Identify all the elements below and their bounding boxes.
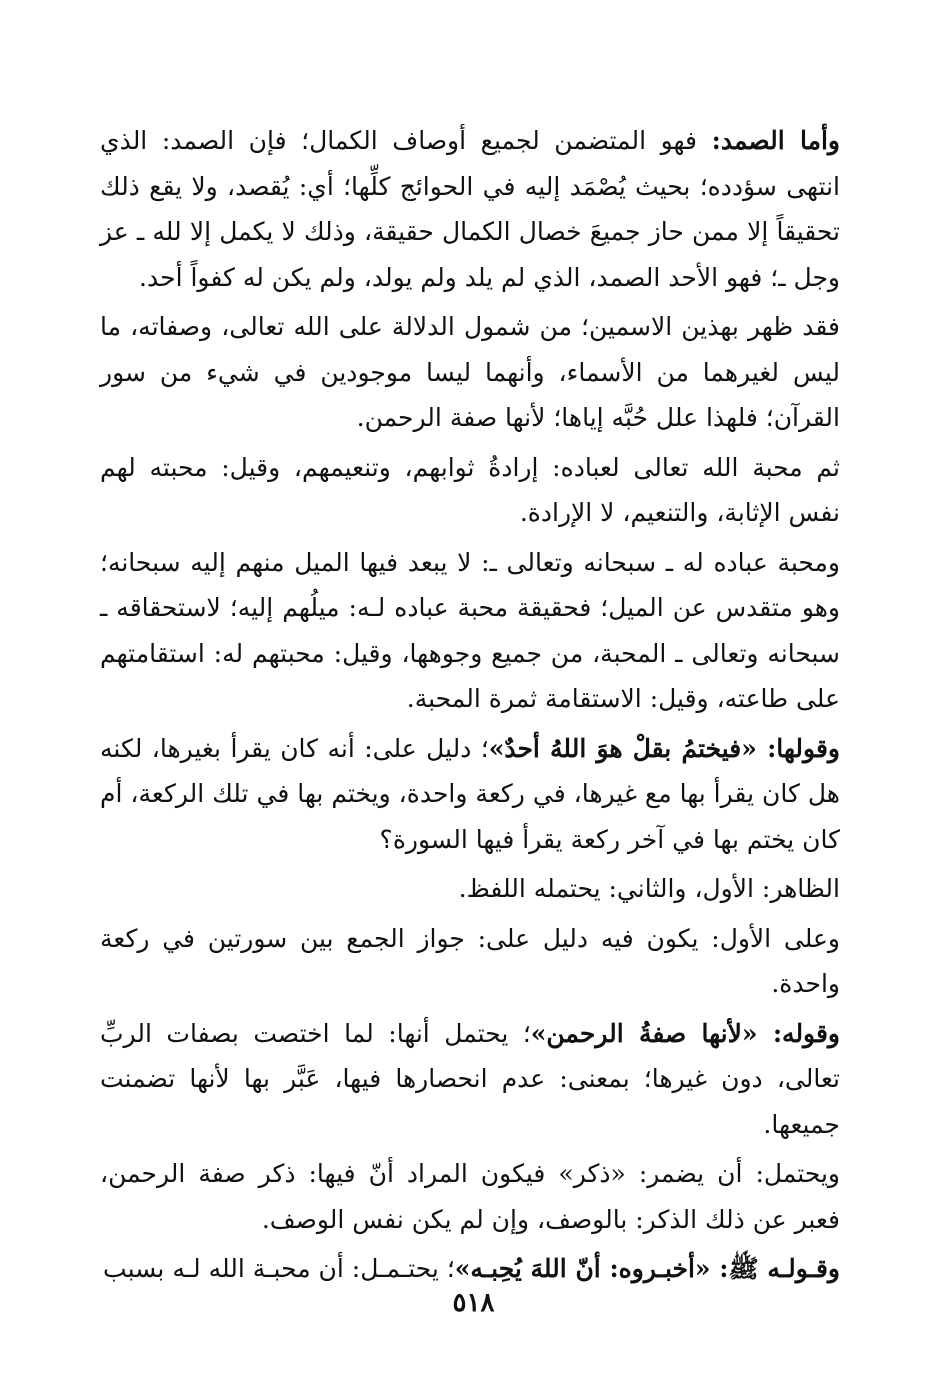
paragraph-text: ومحبة عباده له ـ سبحانه وتعالى ـ: لا يبعد فيها الميل منهم إليه سبحانه؛ وهو متقدس عن الميل؛ فحقيقة محبة عباده لـه: ميلُهم إليه؛ لاستحقاقه ـ سبحانه وتعالى ـ المحبة، من جميع وجوهها، وقيل: محبتهم له: استقامتهم على طاعته، وقيل: الاستقامة ثمرة المحبة. (100, 547, 840, 713)
paragraph-lead: وقـولـه ﷺ: (719, 1254, 840, 1283)
paragraph-text: وعلى الأول: يكون فيه دليل على: جواز الجمع بين سورتين في ركعة واحدة. (100, 923, 840, 998)
paragraph-possibility (100, 1151, 840, 1242)
paragraph-text: الظاهر: الأول، والثاني: يحتمله اللفظ. (458, 874, 840, 903)
hadith-quote: «فيختمُ بقلْ هوَ اللهُ أحدٌ» (488, 733, 768, 763)
paragraph-two-names (100, 304, 840, 441)
paragraph-text: فقد ظهر بهذين الاسمين؛ من شمول الدلالة على الله تعالى، وصفاته، ما ليس لغيرهما من الأسماء، وأنهما ليسا موجودين في شيء من سور القرآن؛ فلهذا علل حُبَّه إياها؛ لأنها صفة الرحمن. (100, 312, 840, 432)
paragraph-her-saying (100, 726, 840, 863)
paragraph-servants-love (100, 540, 840, 722)
paragraph-first-view (100, 916, 840, 1007)
paragraph-allah-love (100, 445, 840, 536)
paragraph-text: ؛ يحتمل أنها: لما اختصت بصفات الربِّ تعالى، دون غيرها؛ بمعنى: عدم انحصارها فيها، عَبَّر بها لأنها تضمنت جميعها. (100, 1018, 840, 1139)
paragraph-text: ثم محبة الله تعالى لعباده: إرادةُ ثوابهم، وتنعيمهم، وقيل: محبته لهم نفس الإثابة، والتنعيم، لا الإرادة. (100, 452, 840, 527)
paragraph-text: فهو المتضمن لجميع أوصاف الكمال؛ فإن الصمد: الذي انتهى سؤدده؛ بحيث يُصْمَد إليه في الحوائج كلِّها؛ أي: يُقصد، ولا يقع ذلك تحقيقاً إلا ممن حاز جميعَ خصال الكمال حقيقة، وذلك لا يكمل إلا لله ـ عز وجل ـ؛ فهو الأحد الصمد، الذي لم يلد ولم يولد، ولم يكن له كفواً أحد. (100, 126, 840, 292)
page-number: ٥١٨ (452, 1288, 495, 1318)
paragraph-lead: وأما الصمد: (711, 126, 841, 155)
paragraph-samad (100, 118, 840, 300)
hadith-quote: «لأنها صفةُ الرحمن» (530, 1018, 773, 1048)
paragraph-text: ؛ دليل على: أنه كان يقرأ بغيرها، لكنه هل كان يقرأ بها مع غيرها، في ركعة واحدة، ويختم بها في تلك الركعة، أم كان يختم بها في آخر ركعة يقرأ فيها السورة؟ (100, 733, 840, 854)
paragraph-text: ويحتمل: أن يضمر: «ذكر» فيكون المراد أنّ فيها: ذكر صفة الرحمن، فعبر عن ذلك الذكر: بالوصف، وإن لم يكن نفس الوصف. (100, 1159, 840, 1234)
paragraph-lead: وقوله: (772, 1018, 840, 1048)
body-text (100, 118, 840, 1296)
paragraph-prophet-saying (100, 1246, 840, 1292)
paragraph-lead: وقولها: (767, 733, 840, 763)
paragraph-apparent (100, 866, 840, 912)
paragraph-text: ؛ يحتـمـل: أن محبـة الله لـه بسبب (103, 1254, 455, 1283)
hadith-quote: «أخبـروه: أنّ اللهَ يُحِبـه» (454, 1254, 720, 1283)
paragraph-his-saying (100, 1011, 840, 1148)
